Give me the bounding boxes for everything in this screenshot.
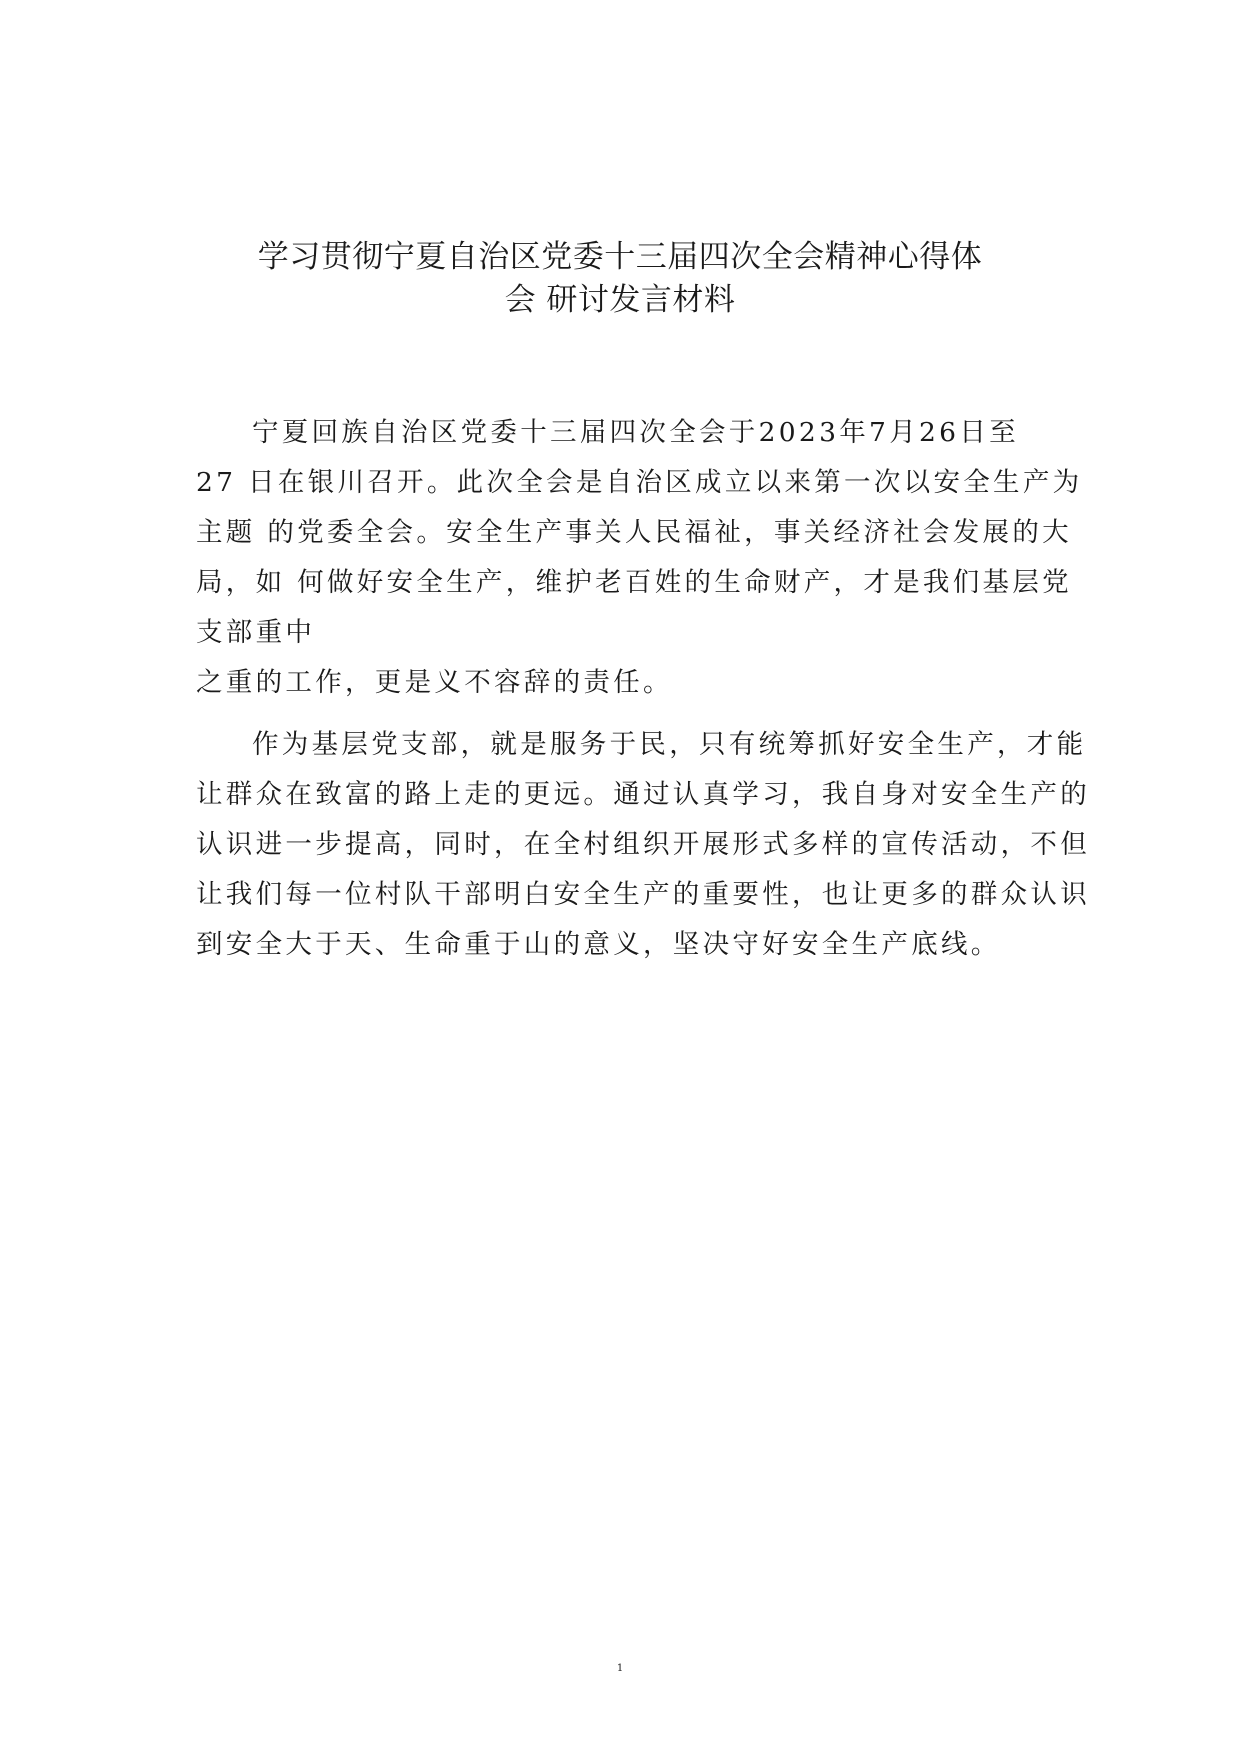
title-line-1: 学习贯彻宁夏自治区党委十三届四次全会精神心得体 [257,239,983,275]
paragraph-gap [196,708,1056,720]
paragraph-line: 主题 的党委全会。安全生产事关人民福祉，事关经济社会发展的大 [196,517,1072,548]
paragraph-line: 到安全大于天、生命重于山的意义，坚决守好安全生产底线。 [196,929,1001,960]
paragraph-line: 局，如 何做好安全生产，维护老百姓的生命财产，才是我们基层党 [196,567,1072,598]
paragraph-line: 支部重中 [196,617,316,648]
page-number: 1 [616,1663,624,1674]
paragraph-line: 宁夏回族自治区党委十三届四次全会于2023年7月26日至 [252,417,1019,448]
title-line-2: 会 研讨发言材料 [504,282,736,318]
document-body [196,408,1090,970]
paragraph-line: 27 日在银川召开。此次全会是自治区成立以来第一次以安全生产为 [196,467,1083,498]
paragraph-line: 认识进一步提高，同时，在全村组织开展形式多样的宣传活动，不但 [196,829,1090,860]
paragraph-line: 作为基层党支部，就是服务于民，只有统筹抓好安全生产，才能 [252,729,1087,760]
paragraph-line: 之重的工作，更是义不容辞的责任。 [196,667,673,698]
paragraph-2 [196,720,1090,970]
paragraph-line: 让群众在致富的路上走的更远。通过认真学习，我自身对安全生产的 [196,779,1090,810]
paragraph-line: 让我们每一位村队干部明白安全生产的重要性，也让更多的群众认识 [196,879,1090,910]
document-title [195,236,1045,322]
paragraph-1 [196,408,1083,708]
